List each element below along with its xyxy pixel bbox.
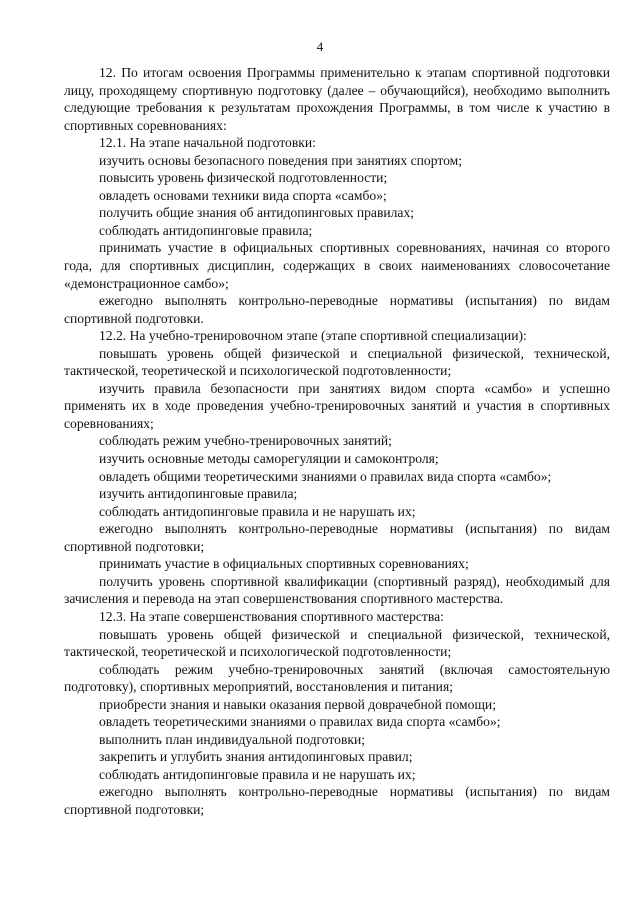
- list-item: овладеть основами техники вида спорта «самбо»;: [99, 187, 387, 203]
- list-item: изучить основные методы саморегуляции и самоконтроля;: [99, 451, 439, 467]
- list-item: получить уровень спортивной квалификации (спортивный разряд), необходимый для зачисления и перевода на этап совершенствования спортивного мастерства.: [64, 573, 610, 607]
- list-item: ежегодно выполнять контрольно-переводные нормативы (испытания) по видам спортивной подготовки;: [64, 784, 610, 817]
- subheading-12-2: 12.2. На учебно-тренировочном этапе (этапе спортивной специализации):: [99, 328, 527, 344]
- list-item: принимать участие в официальных спортивных соревнованиях;: [99, 556, 469, 572]
- list-item: приобрести знания и навыки оказания первой доврачебной помощи;: [99, 696, 496, 712]
- list-item: ежегодно выполнять контрольно-переводные нормативы (испытания) по видам спортивной подготовки;: [64, 521, 610, 554]
- page-number: 4: [316, 39, 324, 54]
- list-item: соблюдать антидопинговые правила и не нарушать их;: [99, 766, 416, 782]
- list-item: повышать уровень общей физической и специальной физической, технической, тактической, теоретической и психологической подготовленности;: [64, 345, 610, 379]
- list-item: изучить антидопинговые правила;: [99, 486, 298, 502]
- list-item: соблюдать режим учебно-тренировочных занятий (включая самостоятельную подготовку), спортивных мероприятий, восстановления и питания;: [64, 661, 610, 695]
- subheading-12-3: 12.3. На этапе совершенствования спортивного мастерства:: [99, 608, 444, 624]
- list-item: повышать уровень общей физической и специальной физической, технической, тактической, теоретической и психологической подготовленности;: [64, 626, 610, 660]
- list-item: ежегодно выполнять контрольно-переводные нормативы (испытания) по видам спортивной подготовки.: [64, 293, 610, 326]
- list-item: изучить правила безопасности при занятиях видом спорта «самбо» и успешно применять их в ходе проведения учебно-тренировочных занятий и участия в спортивных соревнованиях;: [64, 380, 610, 431]
- list-item: закрепить и углубить знания антидопинговых правил;: [99, 749, 413, 765]
- list-item: выполнить план индивидуальной подготовки;: [99, 731, 366, 747]
- list-item: повысить уровень физической подготовленности;: [99, 170, 388, 186]
- paragraph-12: 12. По итогам освоения Программы применительно к этапам спортивной подготовки лицу, проходящему спортивную подготовку (далее – обучающийся), необходимо выполнить следующие требования к результатам прохождения Программы, в том числе к участию в спортивных соревнованиях:: [64, 65, 610, 133]
- list-item: соблюдать антидопинговые правила;: [99, 222, 313, 238]
- list-item: изучить основы безопасного поведения при занятиях спортом;: [99, 152, 463, 168]
- list-item: принимать участие в официальных спортивных соревнованиях, начиная со второго года, для спортивных дисциплин, содержащих в своих наименованиях словосочетание «демонстрационное самбо»;: [64, 240, 610, 291]
- list-item: овладеть теоретическими знаниями о правилах вида спорта «самбо»;: [99, 714, 501, 730]
- document-body: [64, 64, 610, 819]
- list-item: получить общие знания об антидопинговых правилах;: [99, 205, 415, 221]
- list-item: соблюдать режим учебно-тренировочных занятий;: [99, 433, 392, 449]
- list-item: овладеть общими теоретическими знаниями о правилах вида спорта «самбо»;: [99, 468, 552, 484]
- subheading-12-1: 12.1. На этапе начальной подготовки:: [99, 135, 316, 151]
- list-item: соблюдать антидопинговые правила и не нарушать их;: [99, 503, 416, 519]
